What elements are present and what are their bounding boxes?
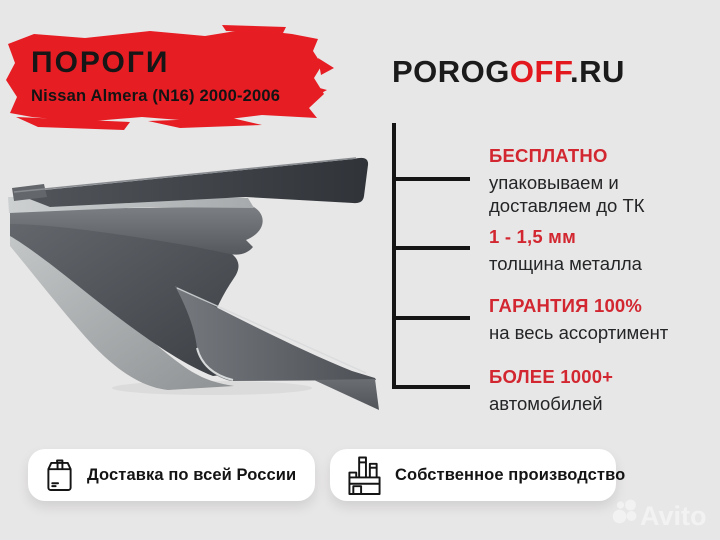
- factory-icon: [347, 455, 382, 496]
- product-photo-sill: [0, 140, 400, 440]
- sill-tip-fold: [314, 379, 379, 410]
- avito-logo-dots: [613, 500, 637, 524]
- badge-delivery: [28, 449, 315, 501]
- logo-part-ru: .RU: [569, 54, 625, 89]
- feature-text-line: на весь ассортимент: [489, 322, 669, 343]
- bracket-tick-3: [392, 316, 470, 320]
- badge-label: Собственное производство: [395, 465, 626, 484]
- feature-heading: БЕСПЛАТНО: [489, 145, 608, 166]
- feature-heading: 1 - 1,5 мм: [489, 226, 576, 247]
- logo-part-porog: POROG: [392, 54, 510, 89]
- brush-streak-bottom-right: [148, 118, 262, 128]
- site-logo: [392, 56, 625, 87]
- logo-part-off: OFF: [509, 54, 570, 89]
- feature-text-line: доставляем до ТК: [489, 195, 645, 216]
- feature-text-line: толщина металла: [489, 253, 642, 274]
- feature-car-count: [489, 366, 613, 415]
- banner-title: ПОРОГИ: [31, 46, 170, 79]
- feature-metal-thickness: [489, 226, 642, 275]
- banner-subtitle: Nissan Almera (N16) 2000-2006: [31, 87, 281, 105]
- feature-text-line: автомобилей: [489, 393, 603, 414]
- feature-heading: БОЛЕЕ 1000+: [489, 366, 614, 387]
- badge-label: Доставка по всей России: [87, 465, 297, 484]
- badge-production: [330, 449, 626, 501]
- bracket-tick-1: [392, 177, 470, 181]
- bracket-tick-2: [392, 246, 470, 250]
- feature-guarantee: [489, 295, 668, 344]
- package-icon: [45, 459, 74, 492]
- bracket-line: [392, 123, 396, 389]
- sill-top-rail: [14, 158, 368, 207]
- feature-text-line: упаковываем и: [489, 172, 619, 193]
- avito-watermark: [610, 498, 720, 537]
- avito-logo-text: Avito: [640, 501, 707, 531]
- bracket-tick-4: [392, 385, 470, 389]
- feature-free-packing: [489, 145, 645, 217]
- feature-heading: ГАРАНТИЯ 100%: [489, 295, 643, 316]
